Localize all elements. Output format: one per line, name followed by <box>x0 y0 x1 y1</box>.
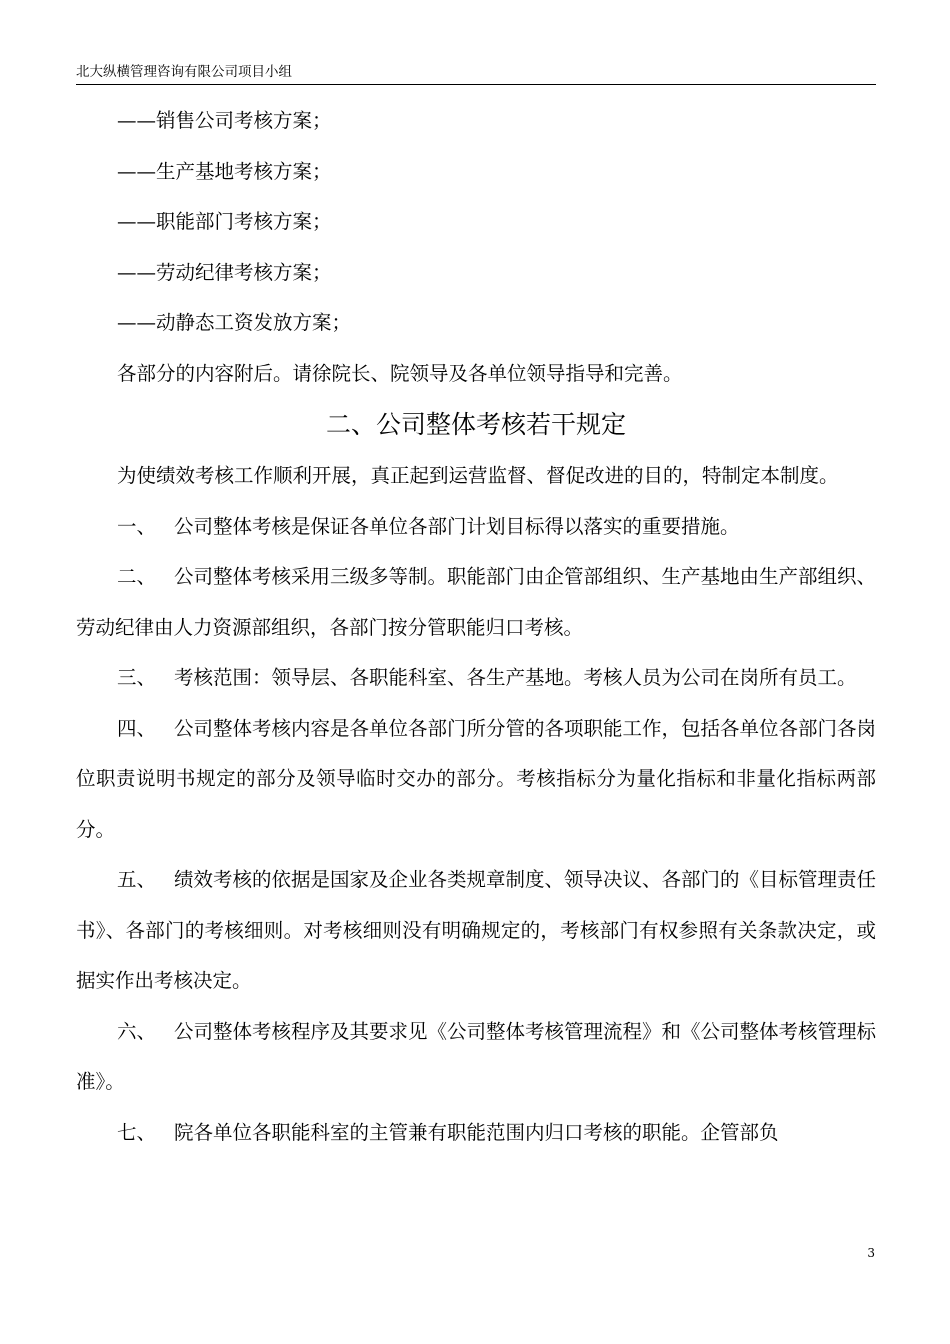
intro-paragraph: 为使绩效考核工作顺利开展，真正起到运营监督、督促改进的目的，特制定本制度。 <box>117 464 839 487</box>
page-number: 3 <box>867 1246 875 1260</box>
clause-number: 三、 <box>117 666 157 689</box>
clause-paragraph <box>76 1108 876 1159</box>
clause-text: 考核范围：领导层、各职能科室、各生产基地。考核人员为公司在岗所有员工。 <box>174 666 857 689</box>
clause-text: 绩效考核的依据是国家及企业各类规章制度、领导决议、各部门的《目标管理责任书》、各部门的考核细则。对考核细则没有明确规定的，考核部门有权参照有关条款决定，或据实作出考核决定。 <box>76 868 877 992</box>
clause-text: 公司整体考核内容是各单位各部门所分管的各项职能工作，包括各单位各部门各岗位职责说明书规定的部分及领导临时交办的部分。考核指标分为量化指标和非量化指标两部分。 <box>76 716 877 841</box>
header-company-name: 北大纵横管理咨询有限公司项目小组 <box>76 64 292 80</box>
clause-paragraph <box>76 653 876 704</box>
clause-paragraph <box>76 552 876 653</box>
list-item: ——职能部门考核方案； <box>117 210 332 233</box>
list-item: ——生产基地考核方案； <box>117 159 332 183</box>
clause-text: 公司整体考核是保证各单位各部门计划目标得以落实的重要措施。 <box>174 514 740 538</box>
clause-number: 七、 <box>117 1120 157 1144</box>
clause-paragraph <box>76 502 876 553</box>
document-body <box>76 96 876 1158</box>
clause-paragraph <box>76 704 876 856</box>
clause-number: 五、 <box>117 868 157 891</box>
clause-paragraph <box>76 1007 876 1108</box>
clause-text: 院各单位各职能科室的主管兼有职能范围内归口考核的职能。企管部负 <box>174 1120 779 1144</box>
clause-paragraph <box>76 855 876 1007</box>
clause-number: 四、 <box>117 716 157 740</box>
clause-number: 一、 <box>117 514 157 538</box>
clause-number: 六、 <box>117 1019 157 1043</box>
clause-number: 二、 <box>117 565 157 588</box>
section-title: 二、公司整体考核若干规定 <box>325 410 626 439</box>
note-paragraph: 各部分的内容附后。请徐院长、院领导及各单位领导指导和完善。 <box>117 361 683 385</box>
page-header <box>76 62 876 85</box>
clause-text: 公司整体考核程序及其要求见《公司整体考核管理流程》和《公司整体考核管理标准》。 <box>76 1019 877 1093</box>
clause-text: 公司整体考核采用三级多等制。职能部门由企管部组织、生产基地由生产部组织、劳动纪律由人力资源部组织，各部门按分管职能归口考核。 <box>76 565 877 639</box>
list-item: ——动静态工资发放方案； <box>117 311 352 334</box>
list-item: ——销售公司考核方案； <box>117 109 332 132</box>
list-item: ——劳动纪律考核方案； <box>117 260 332 284</box>
